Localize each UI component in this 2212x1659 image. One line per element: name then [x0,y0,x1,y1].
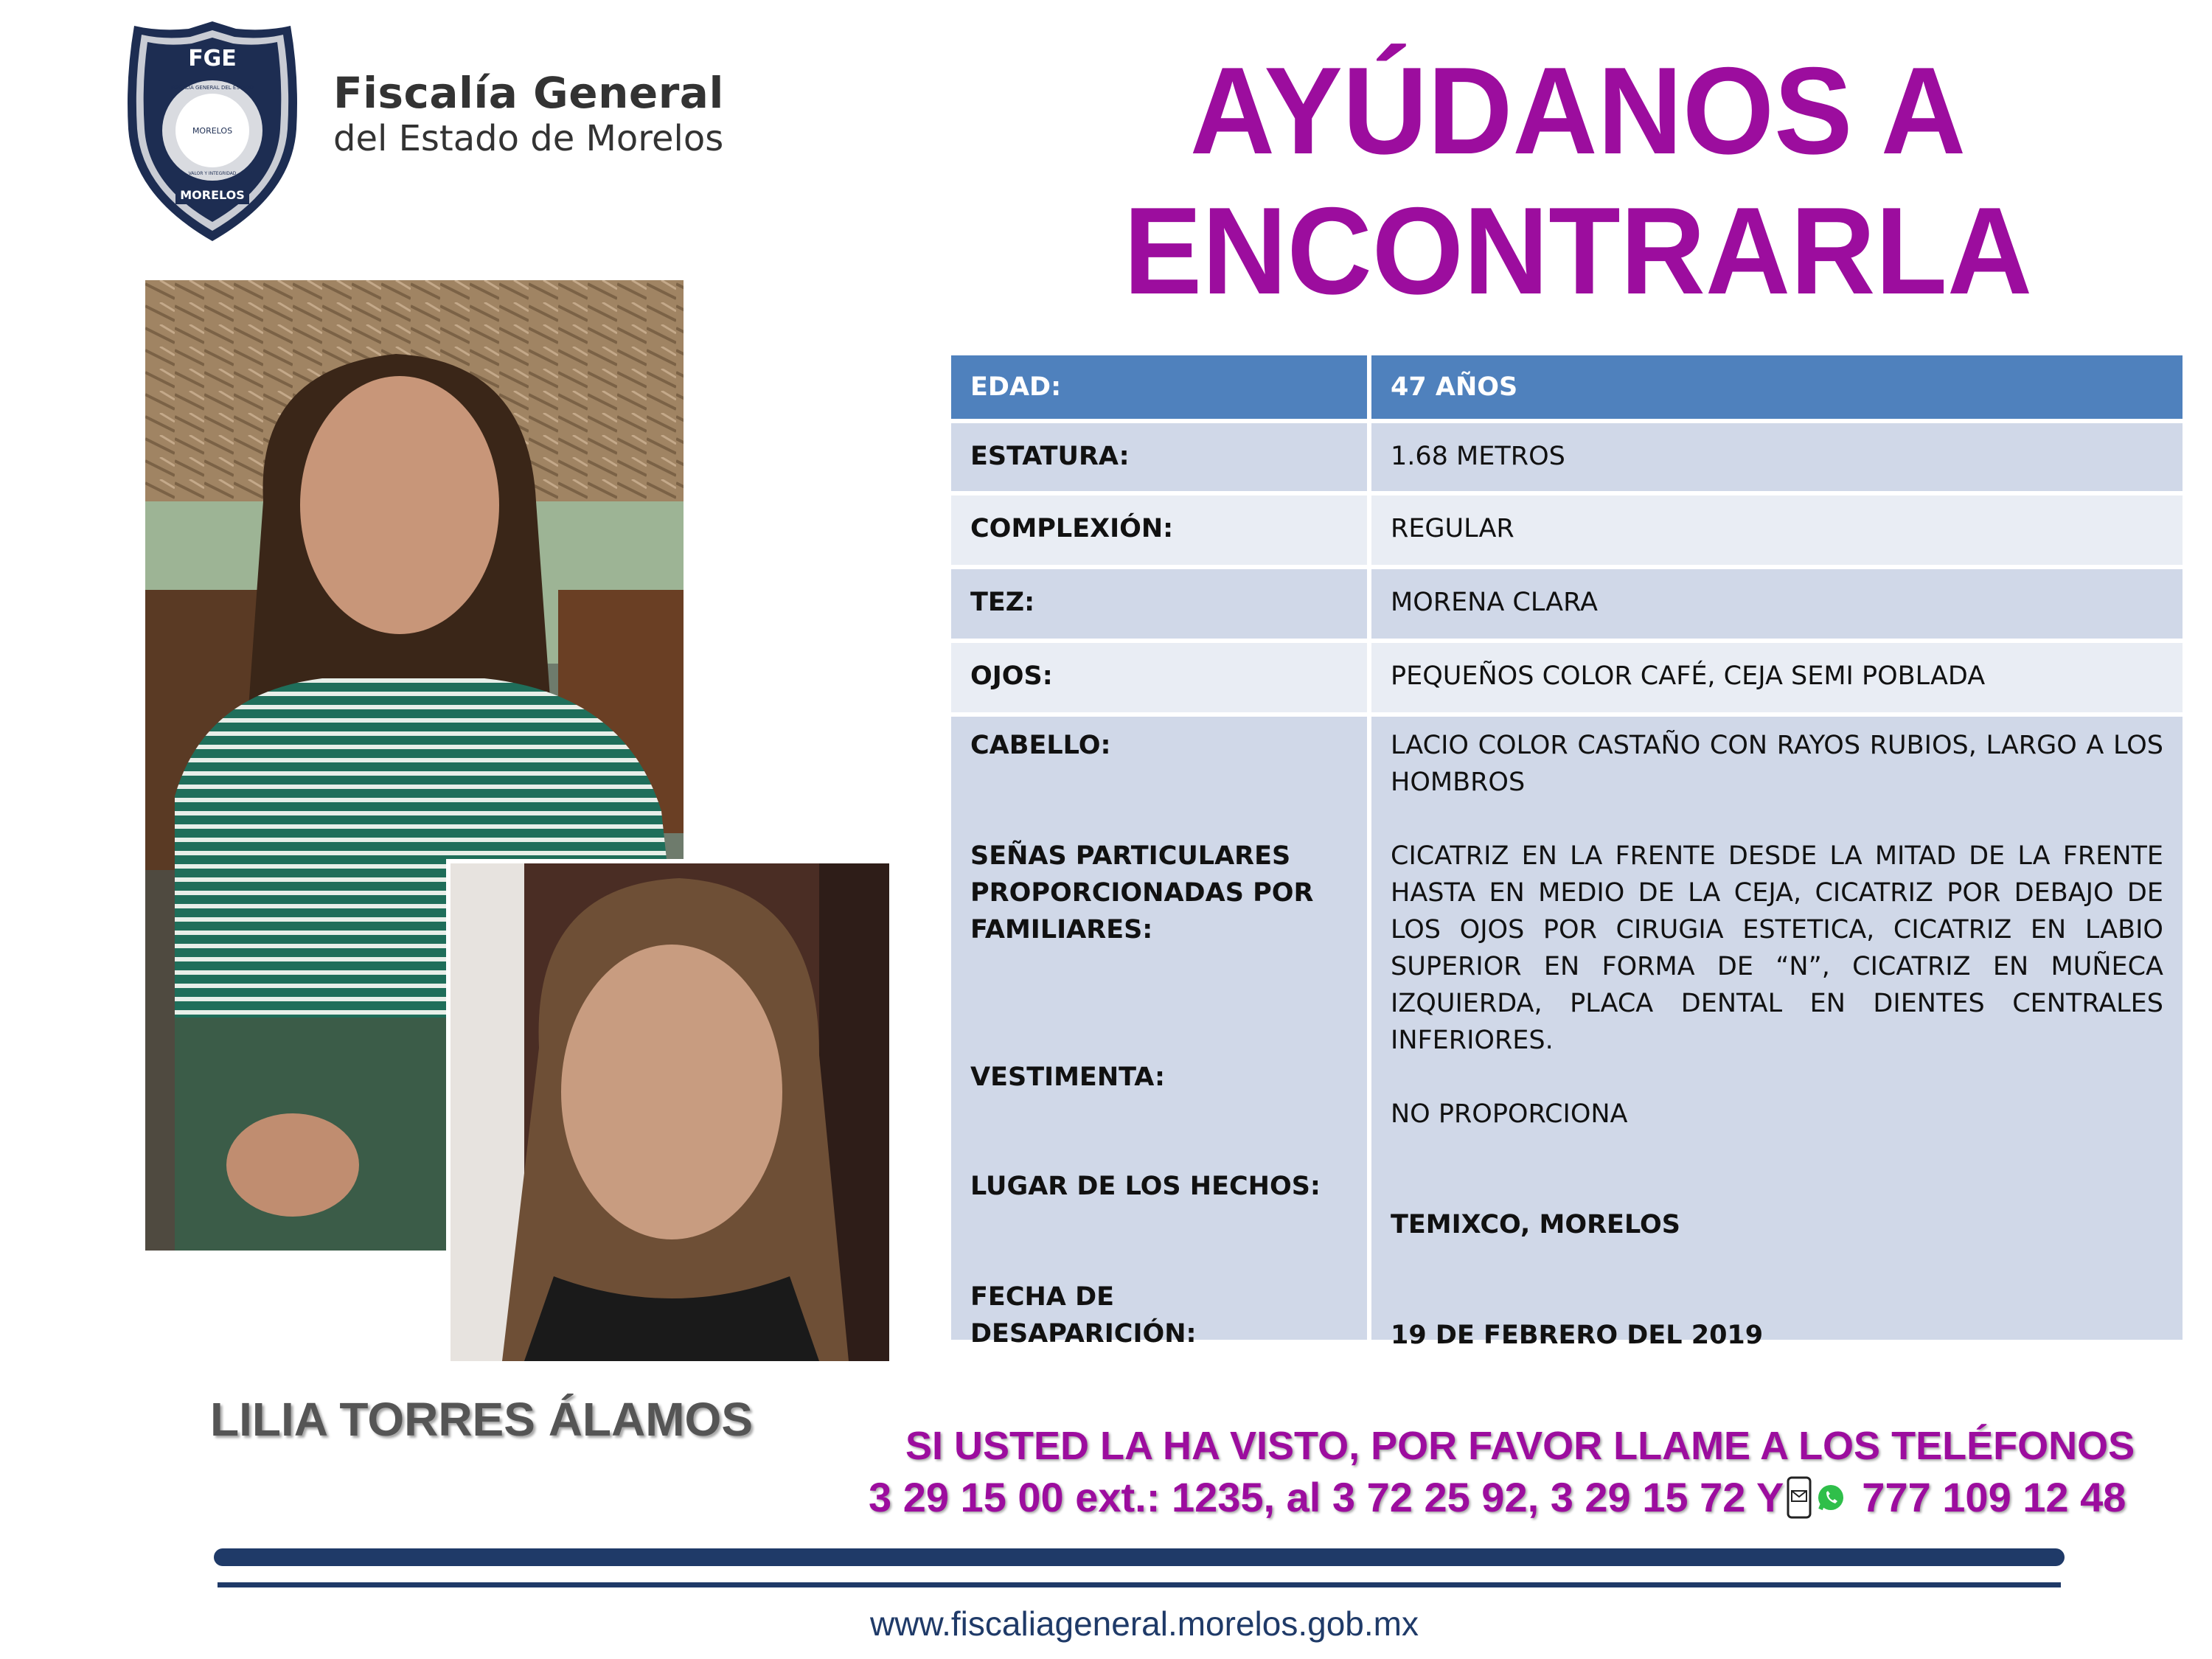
headline-line-2: ENCONTRARLA [1123,181,2033,320]
details-label-column [951,717,1367,1349]
contact-icons [1787,1476,1846,1519]
place-label: LUGAR DE LOS HECHOS: [970,1172,1321,1201]
place-value: TEMIXCO, MORELOS [1391,1210,1680,1239]
build-value: REGULAR [1371,495,2183,565]
org-name: Fiscalía General [333,68,724,118]
headline [1053,41,2104,321]
hair-value: LACIO COLOR CASTAÑO CON RAYOS RUBIOS, LARGO A LOS HOMBROS [1391,731,2163,797]
missing-person-photo-2 [446,859,889,1361]
table-row-details [951,717,2183,1350]
table-row-eyes [951,643,2183,712]
marks-label: SEÑAS PARTICULARES PROPORCIONADAS POR FAMILIARES: [970,841,1314,945]
table-row-build [951,495,2183,565]
phone-numbers [869,1473,2126,1521]
whatsapp-icon [1816,1483,1846,1512]
clothing-label: VESTIMENTA: [970,1062,1166,1092]
logo-inner-text: MORELOS [192,126,233,136]
logo-banner: MORELOS [180,188,245,202]
table-row-skin [951,569,2183,639]
phone-list: 3 29 15 00 ext.: 1235, al 3 72 25 92, 3 29 15 72 Y [869,1474,1784,1520]
org-subtitle: del Estado de Morelos [333,118,724,159]
height-value: 1.68 METROS [1371,423,2183,491]
footer-divider-thin [218,1582,2061,1587]
skin-label: TEZ: [951,569,1367,639]
marks-value: CICATRIZ EN LA FRENTE DESDE LA MITAD DE LA FRENTE HASTA EN MEDIO DE LA CEJA, CICATRIZ POR DEBAJO DE LOS OJOS POR CIRUGIA ESTETICA, CICATRIZ EN LABIO SUPERIOR EN FORMA DE “N”, CICATRIZ EN MUÑECA IZQUIERDA, PLACA DENTAL EN DIENTES CENTRALES INFERIORES. [1391,841,2163,1055]
table-row-height [951,423,2183,491]
call-to-action: SI USTED LA HA VISTO, POR FAVOR LLAME A LOS TELÉFONOS [905,1424,2135,1468]
eyes-label: OJOS: [951,643,1367,712]
fge-badge-logo [125,18,299,244]
hair-label: CABELLO: [970,731,1111,760]
logo-motto: VALOR Y INTEGRIDAD [188,171,237,176]
date-value: 19 DE FEBRERO DEL 2019 [1391,1321,1764,1350]
headline-line-1: AYÚDANOS A [1189,41,1966,180]
age-value: 47 AÑOS [1371,355,2183,419]
age-label: EDAD: [951,355,1367,419]
build-label: COMPLEXIÓN: [951,495,1367,565]
date-label: FECHA DE DESAPARICIÓN: [970,1282,1197,1349]
logo-ring-text: FISCALÍA GENERAL DEL ESTADO [170,85,254,91]
website-url: www.fiscaliageneral.morelos.gob.mx [870,1604,1419,1643]
table-row-age [951,355,2183,419]
logo-acronym: FGE [188,46,237,72]
mobile-phone-icon [1787,1476,1812,1519]
details-value-column [1371,717,2183,1350]
skin-value: MORENA CLARA [1371,569,2183,639]
height-label: ESTATURA: [951,423,1367,491]
mobile-number: 777 109 12 48 [1862,1474,2126,1520]
footer-divider-thick [214,1548,2065,1566]
info-table [951,355,2183,1350]
clothing-value: NO PROPORCIONA [1391,1099,1628,1129]
person-name: LILIA TORRES ÁLAMOS [210,1393,753,1446]
eyes-value: PEQUEÑOS COLOR CAFÉ, CEJA SEMI POBLADA [1371,643,2183,712]
